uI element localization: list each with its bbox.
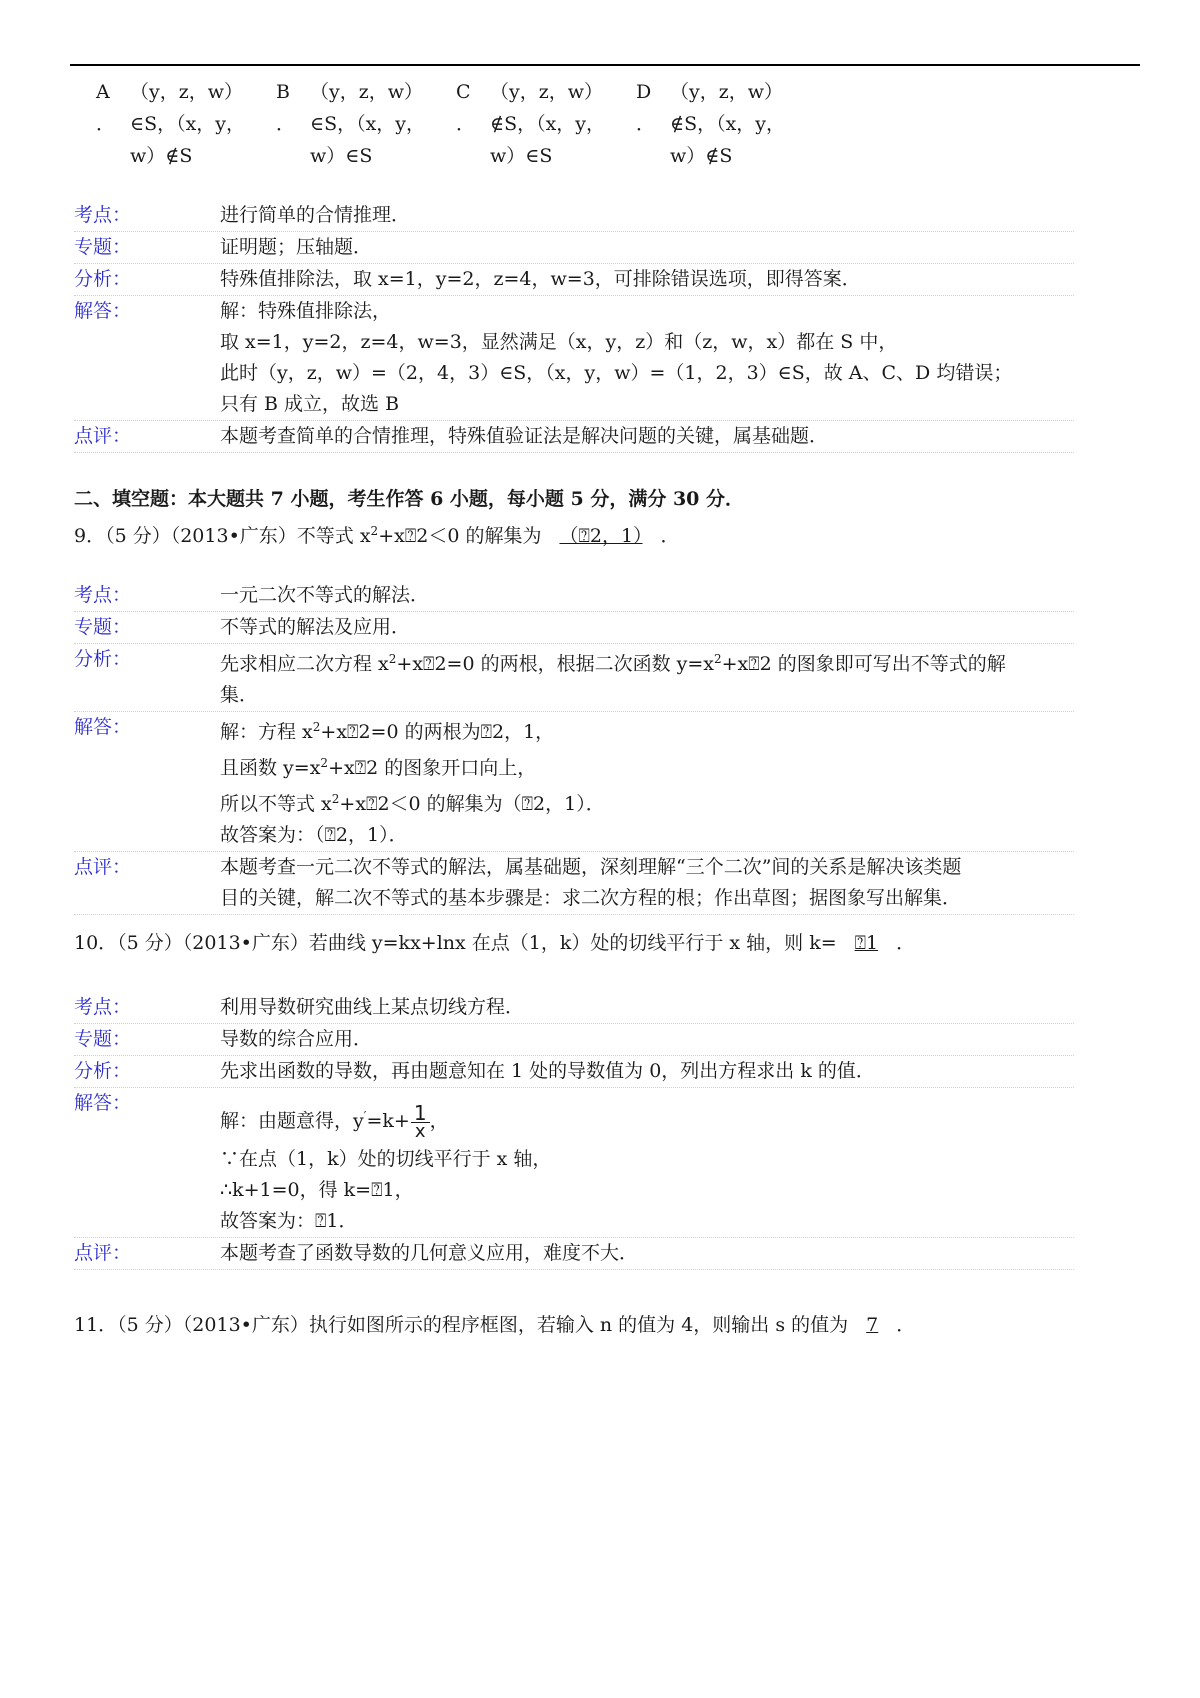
q9-jieda: 解答： 解：方程 $x^2+x⍰2=0$ 的两根为⍰2，1， 且函数 $y=x^2+x⍰2$ 的图象开口向上， 所以不等式 $x^2+x⍰2<0$ 的解集为（⍰2，1）． 故答案为：（⍰2，1）．	[74, 712, 1074, 852]
label-jieda: 解答：	[74, 716, 132, 738]
choice-letter: D	[636, 81, 652, 103]
q9-dianping: 点评： 本题考查一元二次不等式的解法，属基础题，深刻理解“三个二次”间的关系是解决该类题 目的关键，解二次不等式的基本步骤是：求二次方程的根；作出草图；据图象写出解集．	[74, 852, 1074, 915]
q8-fenxi: 分析： 特殊值排除法，取 x=1，y=2，z=4，w=3，可排除错误选项，即得答案．	[74, 264, 1074, 296]
label-zhuanti: 专题：	[74, 236, 132, 258]
label-dianping: 点评：	[74, 1242, 132, 1264]
label-jieda: 解答：	[74, 1092, 132, 1114]
choice-text: （y，z，w）∈S，（x，y，w）∉S	[130, 81, 246, 167]
q11-stem: 11．（5 分）（2013•广东）执行如图所示的程序框图，若输入 n 的值为 4，则输出 s 的值为 7 ．	[74, 1314, 916, 1336]
q8-kaodian: 考点： 进行简单的合情推理．	[74, 200, 1074, 232]
derivative-line: 解：由题意得，y′=k+ $\frac{1}{x}$ ，	[220, 1100, 449, 1142]
label-dianping: 点评：	[74, 425, 132, 447]
q10-kaodian: 考点： 利用导数研究曲线上某点切线方程．	[74, 992, 1074, 1024]
q10-stem: 10．（5 分）（2013•广东）若曲线 y=kx+lnx 在点（1，k）处的切线平行于 x 轴，则 k= ⍰1 ．	[74, 932, 916, 954]
q10-analysis	[74, 992, 1074, 1270]
q9-analysis	[74, 580, 1074, 915]
choice-letter: C	[456, 81, 471, 103]
section-title: 二、填空题：本大题共 7 小题，考生作答 6 小题，每小题 5 分，满分 30 分．	[74, 488, 745, 510]
choice-text: （y，z，w）∉S，（x，y，w）∈S	[490, 81, 606, 167]
label-jieda: 解答：	[74, 300, 132, 322]
answer-blank: （⍰2，1）	[559, 525, 643, 547]
answer-blank: 7	[866, 1314, 879, 1336]
q10-fenxi: 分析： 先求出函数的导数，再由题意知在 1 处的导数值为 0，列出方程求出 k 的值．	[74, 1056, 1074, 1088]
label-zhuanti: 专题：	[74, 616, 132, 638]
label-fenxi: 分析：	[74, 268, 132, 290]
choice-text: （y，z，w）∈S，（x，y，w）∈S	[310, 81, 426, 167]
q9-stem: 9．（5 分）（2013•广东）不等式 $x^2+x⍰2<0$ 的解集为 （⍰2，1） ．	[74, 524, 680, 547]
label-fenxi: 分析：	[74, 648, 132, 670]
label-zhuanti: 专题：	[74, 1028, 132, 1050]
label-kaodian: 考点：	[74, 584, 132, 606]
q9-zhuanti: 专题： 不等式的解法及应用．	[74, 612, 1074, 644]
q10-dianping: 点评： 本题考查了函数导数的几何意义应用，难度不大．	[74, 1238, 1074, 1270]
label-dianping: 点评：	[74, 856, 132, 878]
label-kaodian: 考点：	[74, 996, 132, 1018]
choice-text: （y，z，w）∉S，（x，y，w）∉S	[670, 81, 786, 167]
q8-jieda: 解答： 解：特殊值排除法， 取 x=1，y=2，z=4，w=3，显然满足（x，y，z）和（z，w，x）都在 S 中， 此时（y，z，w）=（2，4，3）∈S，（x，y，w）=（1，2，3）∈S，故 A、C、D 均错误； 只有 B 成立，故选 B	[74, 296, 1074, 421]
q10-zhuanti: 专题： 导数的综合应用．	[74, 1024, 1074, 1056]
answer-blank: ⍰1	[854, 932, 879, 954]
label-fenxi: 分析：	[74, 1060, 132, 1082]
choice-letter: B	[276, 81, 290, 103]
label-kaodian: 考点：	[74, 204, 132, 226]
top-rule	[70, 64, 1140, 66]
choice-letter: A	[96, 81, 110, 103]
q10-jieda: 解答： 解：由题意得，y′=k+ $\frac{1}{x}$ ， ∵在点（1，k）处的切线平行于 x 轴， ∴k+1=0，得 k=⍰1， 故答案为：⍰1．	[74, 1088, 1074, 1238]
q8-dianping: 点评： 本题考查简单的合情推理，特殊值验证法是解决问题的关键，属基础题．	[74, 421, 1074, 453]
q9-kaodian: 考点： 一元二次不等式的解法．	[74, 580, 1074, 612]
q8-analysis	[74, 200, 1074, 453]
q9-fenxi: 分析： 先求相应二次方程 $x^2+x⍰2=0$ 的两根，根据二次函数 $y=x^2+x⍰2$ 的图象即可写出不等式的解 集．	[74, 644, 1074, 712]
q8-zhuanti: 专题： 证明题；压轴题．	[74, 232, 1074, 264]
fraction-1-over-x: $\frac{1}{x}$	[411, 1104, 430, 1141]
